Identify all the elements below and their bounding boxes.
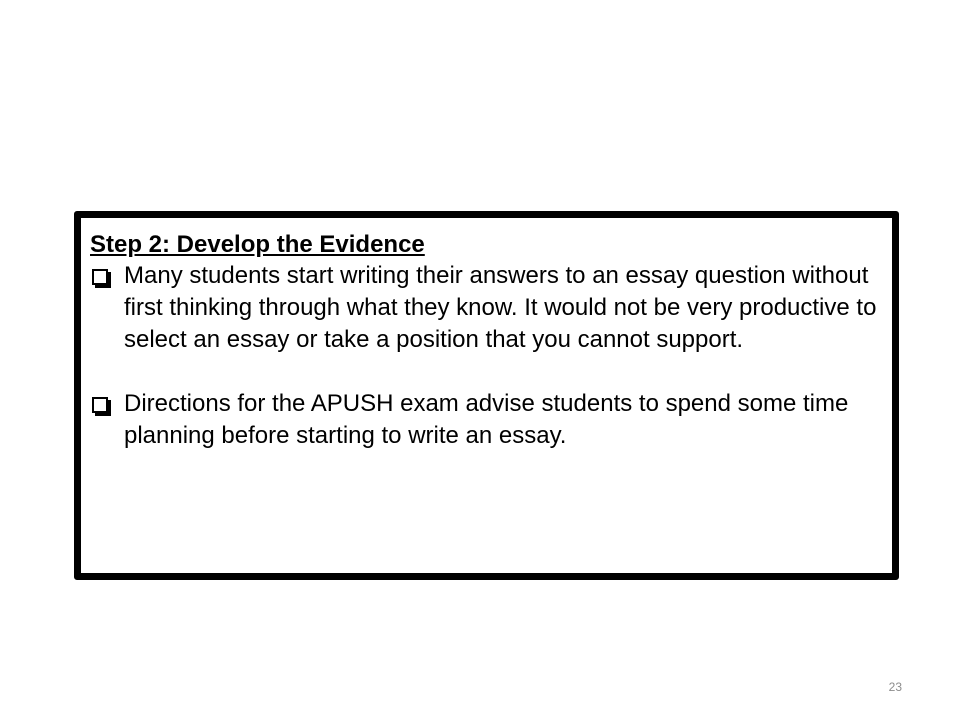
step-heading: Step 2: Develop the Evidence — [90, 231, 425, 258]
hollow-square-bullet-icon — [92, 397, 108, 413]
bullet-list — [90, 260, 882, 452]
bullet-item — [90, 388, 882, 452]
hollow-square-bullet-icon — [92, 269, 108, 285]
bullet-text: Many students start writing their answers to an essay question without first thinking through what they know. It would not be very productive to select an essay or take a position that you cannot support. — [124, 262, 877, 353]
bullet-item — [90, 260, 882, 356]
bullet-text: Directions for the APUSH exam advise students to spend some time planning before starting to write an essay. — [124, 390, 849, 449]
page-number: 23 — [888, 680, 902, 694]
content-box — [74, 211, 899, 580]
